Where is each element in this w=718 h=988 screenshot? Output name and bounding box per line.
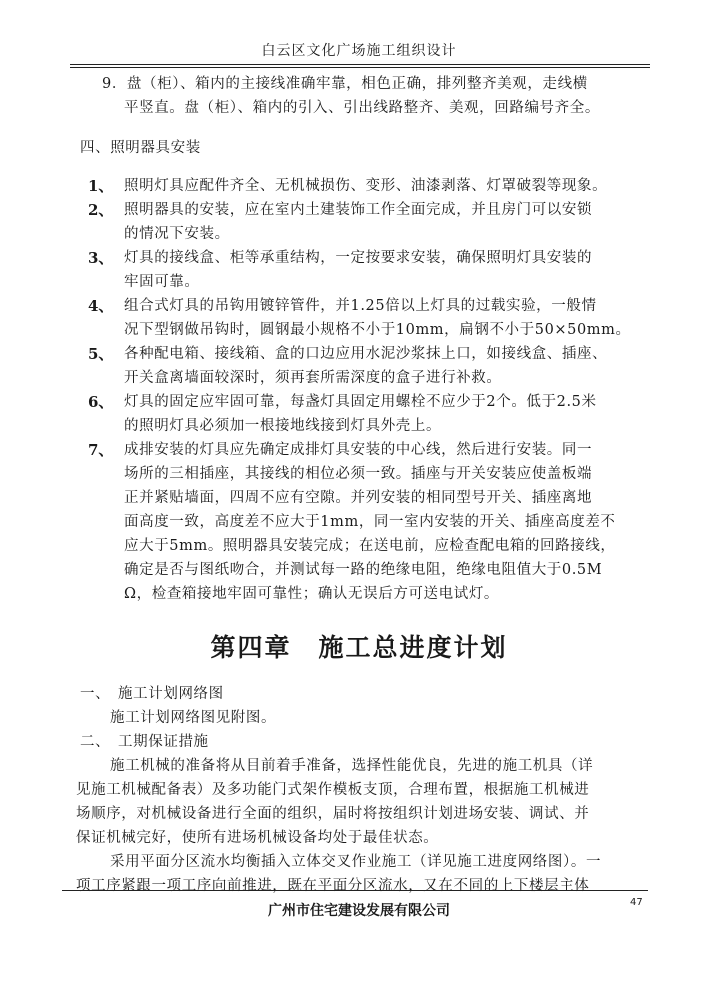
item-text-line: 面高度一致，高度差不应大于1mm，同一室内安装的开关、插座高度差不 (124, 514, 616, 530)
subsection-heading: 二、 工期保证措施 (80, 734, 209, 750)
header-rule (70, 64, 650, 65)
item-text-line: 应大于5mm。照明器具安装完成；在送电前，应检查配电箱的回路接线， (124, 538, 616, 554)
item-number: 5、 (88, 345, 114, 363)
item-number: 1、 (88, 177, 114, 195)
paragraph-line: 项工序紧跟一项工序向前推进，既在平面分区流水，又在不同的上下楼层主体 (76, 878, 590, 894)
item-text-line: 成排安装的灯具应先确定成排灯具安装的中心线，然后进行安装。同一 (124, 442, 593, 458)
item-number: 7、 (88, 441, 114, 459)
item-text-line: 确定是否与图纸吻合，并测试每一路的绝缘电阻，绝缘电阻值大于0.5M (124, 562, 603, 578)
subsection-text: 施工计划网络图见附图。 (110, 710, 277, 726)
paragraph-line: 施工机械的准备将从目前着手准备，选择性能优良，先进的施工机具（详 (110, 758, 594, 774)
paragraph-line: 场顺序，对机械设备进行全面的组织，届时将按组织计划进场安装、调试、并 (76, 806, 590, 822)
item-text-line: 组合式灯具的吊钩用镀锌管件，并1.25倍以上灯具的过载实验，一般情 (124, 298, 597, 314)
running-header: 白云区文化广场施工组织设计 (261, 43, 457, 59)
section-heading: 四、照明器具安装 (80, 140, 201, 156)
page-number: 47 (630, 897, 643, 908)
chapter-title: 第四章 施工总进度计划 (210, 633, 508, 662)
item-text-line: 照明灯具应配件齐全、无机械损伤、变形、油漆剥落、灯罩破裂等现象。 (124, 178, 608, 194)
item-number: 2、 (88, 201, 114, 219)
item-text-line: 各种配电箱、接线箱、盒的口边应用水泥沙浆抹上口，如接线盒、插座、 (124, 346, 608, 362)
item-text-line: 开关盒离墙面较深时，须再套所需深度的盒子进行补救。 (124, 370, 502, 386)
footer-organization: 广州市住宅建设发展有限公司 (268, 903, 450, 919)
item-number: 6、 (88, 393, 114, 411)
item-text-line: 灯具的固定应牢固可靠，每盏灯具固定用螺栓不应少于2个。低于2.5米 (124, 394, 597, 410)
item-text-line: 正并紧贴墙面，四周不应有空隙。并列安装的相同型号开关、插座离地 (124, 490, 593, 506)
item-text-line: 场所的三相插座，其接线的相位必须一致。插座与开关安装应使盖板端 (124, 466, 593, 482)
header-rule-double (70, 67, 650, 68)
paragraph-line: 保证机械完好，使所有进场机械设备均处于最佳状态。 (76, 830, 439, 846)
item-text-line: 的照明灯具必须加一根接地线接到灯具外壳上。 (124, 418, 442, 434)
footer-rule (62, 890, 648, 891)
paragraph-line: 采用平面分区流水均衡插入立体交叉作业施工（详见施工进度网络图）。一 (110, 854, 602, 870)
item-text-line: 照明器具的安装，应在室内土建装饰工作全面完成，并且房门可以安锁 (124, 202, 593, 218)
item-9-line-1: 9．盘（柜）、箱内的主接线准确牢靠，相色正确，排列整齐美观，走线横 (102, 76, 588, 92)
item-text-line: 况下型钢做吊钩时，圆钢最小规格不小于10mm，扁钢不小于50×50mm。 (124, 322, 631, 338)
item-number: 3、 (88, 249, 114, 267)
subsection-heading: 一、 施工计划网络图 (80, 686, 224, 702)
item-9-line-2: 平竖直。盘（柜）、箱内的引入、引出线路整齐、美观，回路编号齐全。 (124, 100, 600, 116)
item-number: 4、 (88, 297, 114, 315)
paragraph-line: 见施工机械配备表）及多功能门式架作模板支顶，合理布置，根据施工机械进 (76, 782, 590, 798)
item-text-line: 牢固可靠。 (124, 274, 200, 290)
item-text-line: 的情况下安装。 (124, 226, 230, 242)
item-text-line: 灯具的接线盒、柜等承重结构，一定按要求安装，确保照明灯具安装的 (124, 250, 593, 266)
item-text-line: Ω，检查箱接地牢固可靠性；确认无误后方可送电试灯。 (124, 586, 500, 602)
